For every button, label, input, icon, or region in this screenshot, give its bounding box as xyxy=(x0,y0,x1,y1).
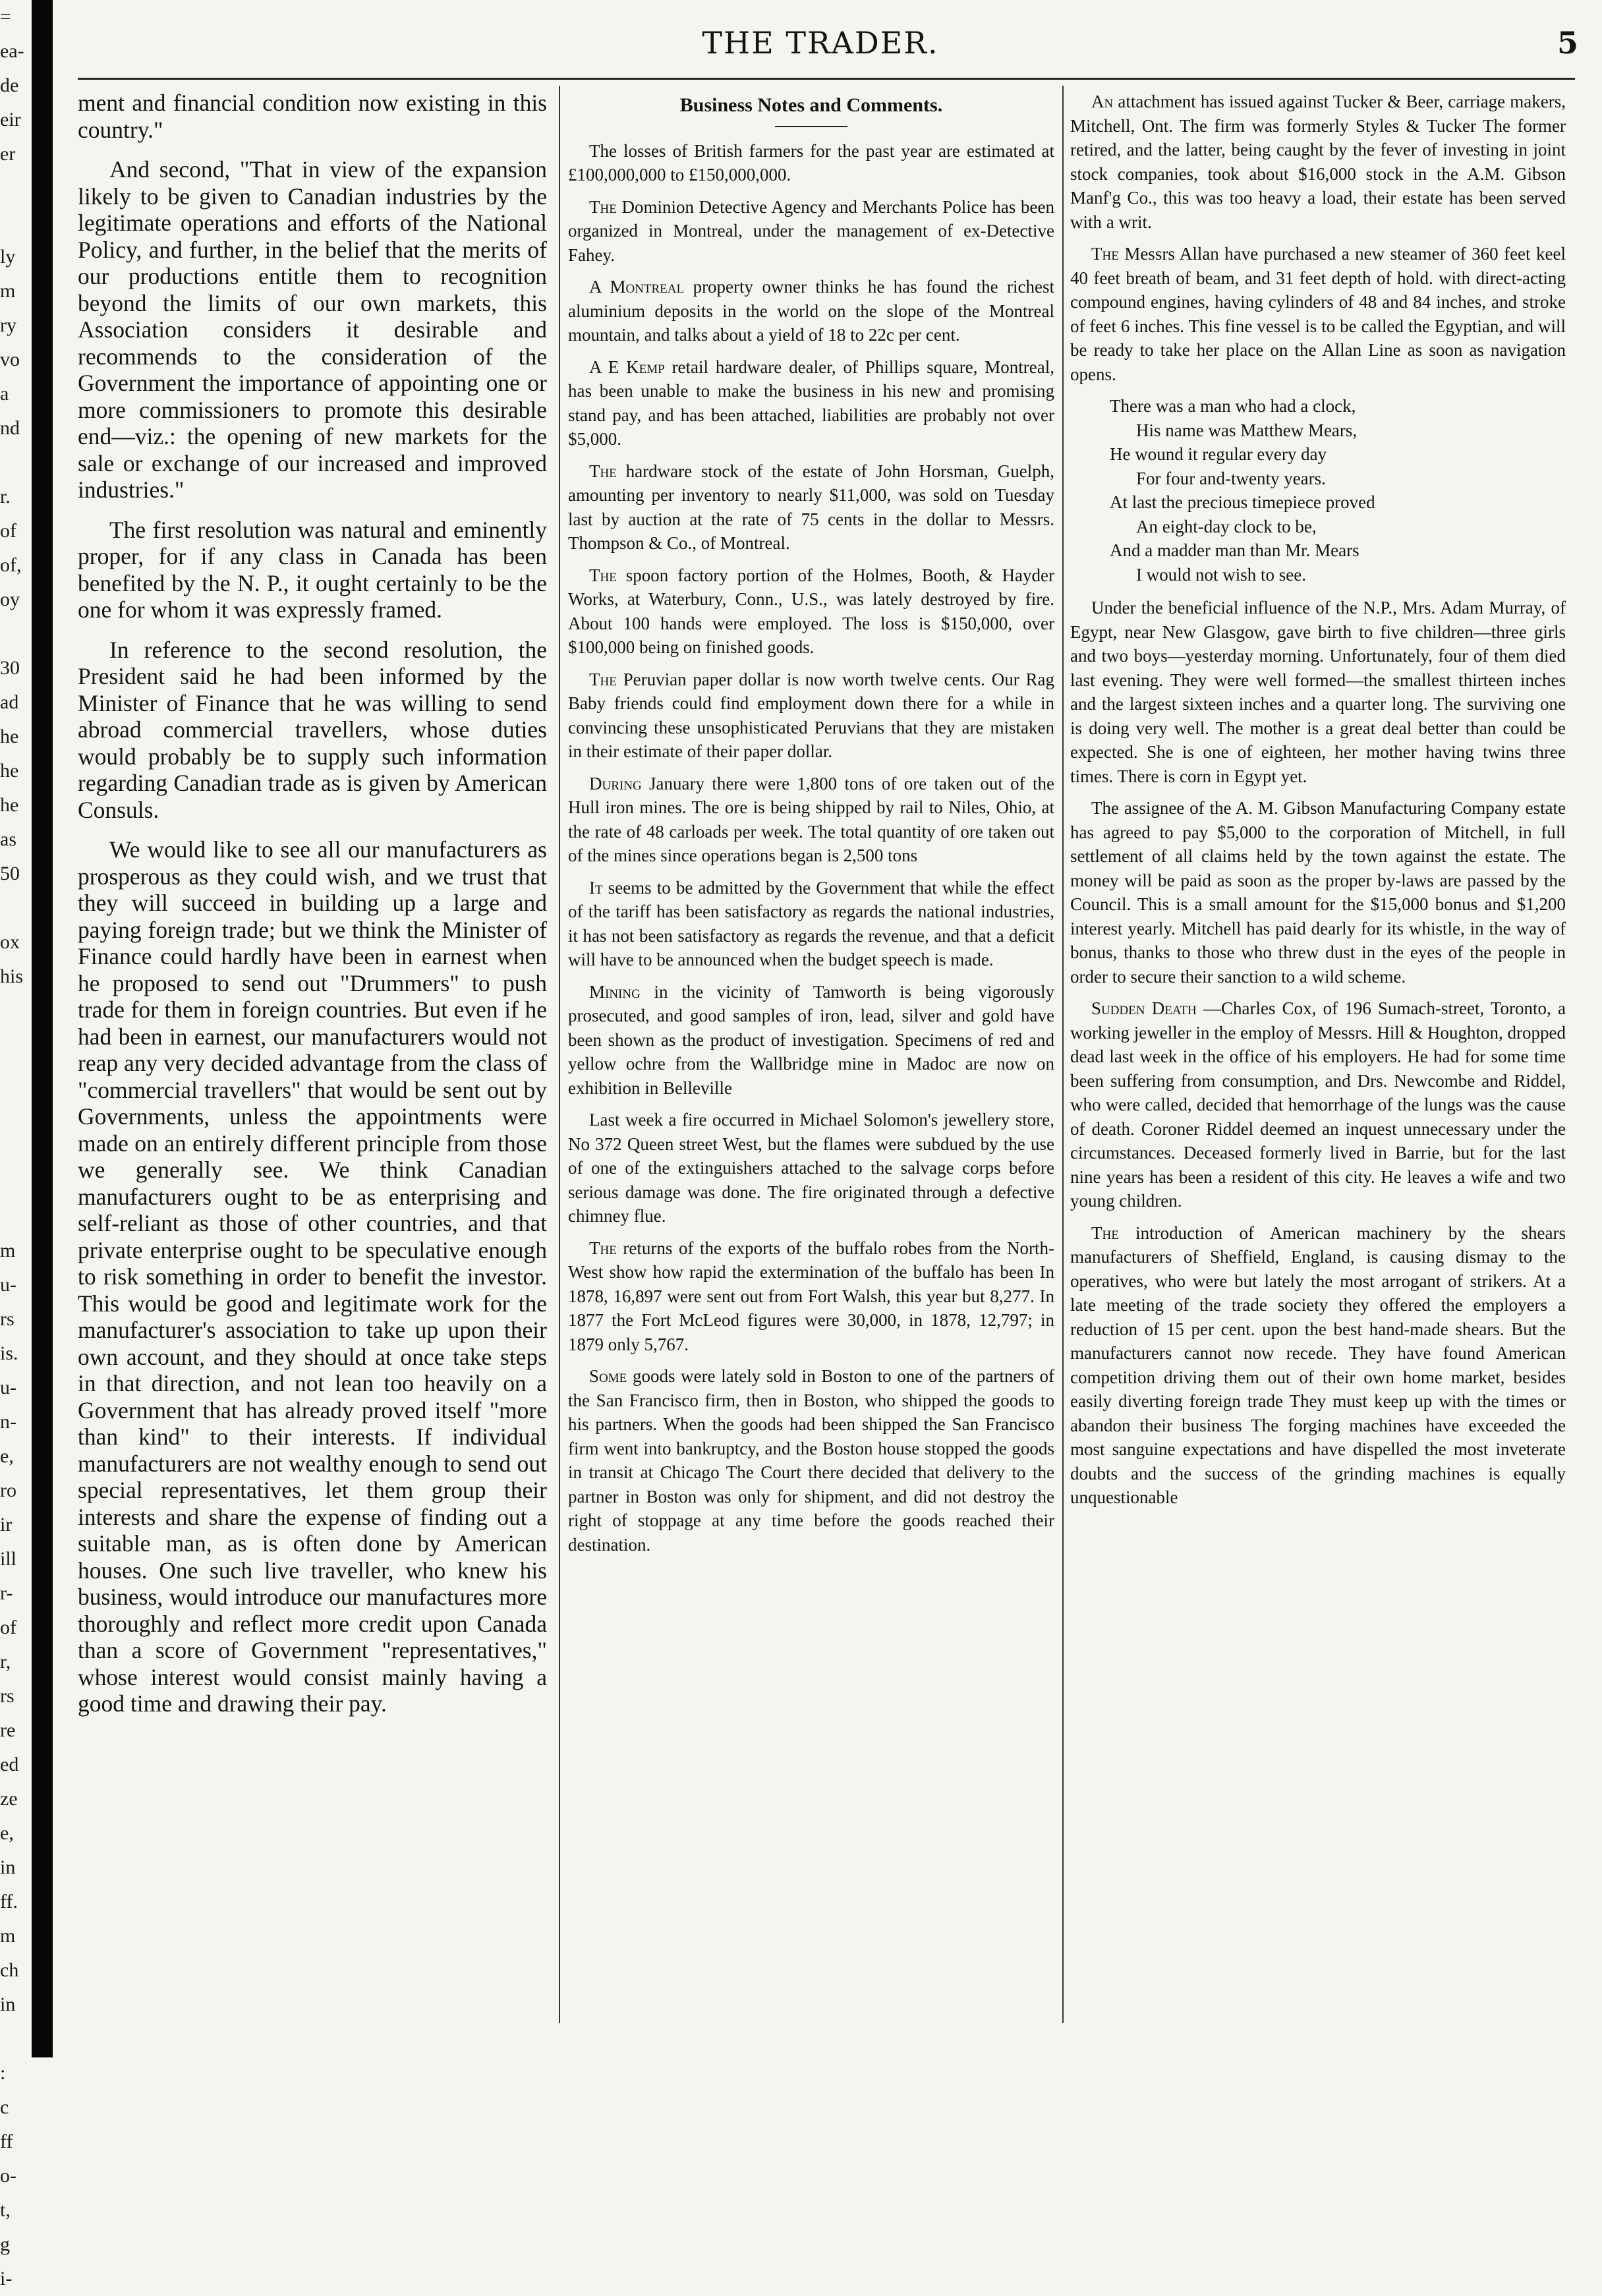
gutter-fragment xyxy=(0,445,30,480)
news-item xyxy=(1070,596,1566,788)
newspaper-title: THE TRADER. xyxy=(702,25,939,61)
news-item xyxy=(568,195,1054,268)
news-item xyxy=(1070,796,1566,989)
news-item-text: spoon factory portion of the Holmes, Booth, & Hayder Works, at Waterbury, Conn., U.S., was lately destroyed by fire. About 100 hands were employed. The loss is $150,000, over $100,000 being on finished goods. xyxy=(568,565,1054,657)
gutter-fragment: ed xyxy=(0,1754,19,1775)
poem-line: And a madder man than Mr. Mears xyxy=(1110,540,1359,560)
gutter-fragment: oy xyxy=(0,588,20,610)
gutter-fragment: : xyxy=(0,2062,6,2084)
gutter-fragment: rs xyxy=(0,1685,14,1707)
gutter-fragment: m xyxy=(0,1240,16,1261)
gutter-fragment: t, xyxy=(0,2199,11,2221)
gutter-fragment xyxy=(0,1131,30,1165)
gutter-fragment: = xyxy=(0,6,11,28)
gutter-fragment: ad xyxy=(0,691,19,713)
poem-line: At last the precious timepiece proved xyxy=(1110,492,1375,512)
gutter-fragment: ff. xyxy=(0,1891,18,1912)
news-item-text: seems to be admitted by the Government that while the effect of the tariff has been satisfactory as regards the national industries, it has not been satisfactory as regards the revenue, and that a deficit will have to be announced when the budget speech is made. xyxy=(568,877,1054,969)
news-item-text: —Charles Cox, of 196 Sumach-street, Toronto, a working jeweller in the employ of Messrs. Hill & Houghton, dropped dead last week in the office of his employers. He had for some time been suffering from consumption, and Drs. Newcombe and Riddel, who were called, decided that hemorrhage of the lungs was the cause of death. Coroner Riddel deemed an inquest unnecessary under the circumstances. Deceased formerly lived in Barrie, but for the last nine years has been a resident of this city. He leaves a wife and two young children. xyxy=(1070,998,1566,1211)
news-item-text: returns of the exports of the buffalo robes from the North-West show how rapid the extermination of the buffalo has been In 1878, 16,897 were sent out from Fort Walsh, this year but 8,277. In 1877 the Fort McLeod figures were 30,000, in 1878, 12,797; in 1879 only 5,767. xyxy=(568,1238,1054,1354)
gutter-fragment xyxy=(0,1097,30,1131)
gutter-fragment: m xyxy=(0,280,16,302)
gutter-fragment: ir xyxy=(0,1514,13,1535)
column-editorial xyxy=(78,90,547,1731)
news-item-text: Peruvian paper dollar is now worth twelve cents. Our Rag Baby friends could find employment down there for a while in convincing these unsophisticated Peruvians that they are mistaken in their estimate of their paper dollar. xyxy=(568,669,1054,761)
poem-line: There was a man who had a clock, xyxy=(1110,396,1356,416)
news-item xyxy=(568,980,1054,1101)
gutter-fragment xyxy=(0,1062,30,1097)
news-item xyxy=(568,668,1054,764)
gutter-fragment: ry xyxy=(0,314,16,336)
news-item-lead: Mining xyxy=(589,981,641,1002)
news-item xyxy=(568,876,1054,972)
poem-line: I would not wish to see. xyxy=(1136,564,1306,585)
news-item xyxy=(1070,1221,1566,1510)
gutter-fragment: u- xyxy=(0,1274,16,1296)
paragraph: In reference to the second resolution, the President said he had been informed by the Minister of Finance that he was willing to send abroad commercial travellers, whose duties would probably be to supply such information regarding Canadian trade as is given by American Consuls. xyxy=(78,636,547,823)
gutter-fragment: e, xyxy=(0,1445,14,1467)
news-item xyxy=(568,1108,1054,1228)
news-item xyxy=(568,355,1054,451)
column-divider-2 xyxy=(1062,86,1064,2023)
gutter-fragment: i- xyxy=(0,2268,13,2289)
news-item-text: property owner thinks he has found the richest aluminium deposits in the world on the slope of the Montreal mountain, and talks about a yield of 18 to 22c per cent. xyxy=(568,277,1055,345)
gutter-fragment: eir xyxy=(0,109,21,130)
gutter-fragment: r- xyxy=(0,1582,13,1604)
news-item-lead: During xyxy=(589,773,642,793)
news-item-lead: The xyxy=(589,565,617,585)
news-item-lead: It xyxy=(589,877,603,898)
heading-rule xyxy=(775,126,847,127)
poem-line: An eight-day clock to be, xyxy=(1136,516,1317,536)
gutter-fragment xyxy=(0,1199,30,1234)
gutter-fragment: is. xyxy=(0,1342,18,1364)
gutter-fragment: as xyxy=(0,828,16,850)
business-notes-list xyxy=(568,139,1054,1557)
gutter-fragment: u- xyxy=(0,1377,16,1398)
paragraph: And second, "That in view of the expansion likely to be given to Canadian industries by the legitimate operations and efforts of the National Policy, and further, in the belief that the merits of our productions entitle them to recognition beyond the limits of our own markets, this Association considers it desirable and recommends to the consideration of the Government the importance of appointing one or more commissioners to promote this desirable end—viz.: the opening of new markets for the sale or exchange of our increased and improved industries." xyxy=(78,156,547,503)
gutter-fragment: ox xyxy=(0,931,20,953)
news-item-text: in the vicinity of Tamworth is being vigorously prosecuted, and good samples of iron, lead, silver and gold have been shown as the product of investigation. Specimens of red and yellow ochre from the Wallbridge mine in Madoc are now on exhibition in Belleville xyxy=(568,981,1054,1098)
news-item xyxy=(568,772,1054,868)
gutter-fragment: vo xyxy=(0,349,20,370)
gutter-fragment: o- xyxy=(0,2165,16,2187)
page-binding-edge xyxy=(32,0,53,2057)
poem-line: His name was Matthew Mears, xyxy=(1136,420,1358,440)
news-item-text: attachment has issued against Tucker & Beer, carriage makers, Mitchell, Ont. The firm was formerly Styles & Tucker The former retired, and the latter, being caught by the fever of investing in joint stock companies, took about $16,000 stock in the A.M. Gibson Manf'g Co., this was too heavy a load, their estate has been served with a writ. xyxy=(1070,92,1566,232)
gutter-fragment xyxy=(0,171,30,206)
gutter-fragment: c xyxy=(0,2096,9,2118)
gutter-fragment: of, xyxy=(0,554,22,576)
news-item-lead: The xyxy=(1091,1222,1119,1243)
news-item-lead: The xyxy=(589,669,617,689)
news-item-text: The losses of British farmers for the past year are estimated at £100,000,000 to £150,000,000. xyxy=(568,140,1054,185)
gutter-fragment: r, xyxy=(0,1651,11,1673)
gutter-fragment: ff xyxy=(0,2131,13,2152)
news-item-lead: A Montreal xyxy=(589,277,685,297)
news-item xyxy=(568,275,1054,347)
notes-list-bottom xyxy=(1070,596,1566,1510)
page-header xyxy=(63,25,1578,65)
poem-line: He wound it regular every day xyxy=(1110,444,1327,464)
gutter-fragment: in xyxy=(0,1994,16,2015)
news-item xyxy=(1070,90,1566,234)
gutter-fragment: his xyxy=(0,965,24,987)
news-item-lead: Some xyxy=(589,1366,627,1386)
gutter-fragment: m xyxy=(0,1925,16,1947)
news-item-text: introduction of American machinery by the shears manufacturers of Sheffield, England, is causing dismay to the operatives, who were but lately the most arrogant of strikers. At a late meeting of the trade society they offered the employers a reduction of 15 per cent. upon the best hand-made shears. But the manufacturers cannot now recede. They have found American competition driving them out of their own home market, besides easily diverting foreign trade They must keep up with the times or abandon their business The forging machines have exceeded the most sanguine expectations and have dispelled the most inveterate doubts and the success of the grinding machines is equally unquestionable xyxy=(1070,1222,1566,1507)
news-item xyxy=(568,1364,1054,1557)
gutter-fragment: ro xyxy=(0,1479,16,1501)
paragraph: The first resolution was natural and eminently proper, for if any class in Canada has been benefited by the N. P., it ought certainly to be the one for whom it was expressly framed. xyxy=(78,516,547,623)
notes-list-top xyxy=(1070,90,1566,386)
column-business-notes xyxy=(568,90,1054,1564)
poem xyxy=(1110,394,1566,587)
gutter-fragment: a xyxy=(0,383,9,405)
news-item-lead: An xyxy=(1091,92,1114,111)
gutter-fragment: ly xyxy=(0,246,16,268)
news-item-lead: The xyxy=(1091,244,1119,264)
gutter-fragment: 50 xyxy=(0,863,20,884)
gutter-fragment: he xyxy=(0,794,19,816)
news-item-text: Messrs Allan have purchased a new steamer of 360 feet keel 40 feet breath of beam, and 31 feet depth of hold. with direct-acting compound engines, having cylinders of 48 and 84 inches, and stroke of feet 6 inches. This fine vessel is to be called the Egyptian, and will be ready to take her place on the Allan Line as soon as navigation opens. xyxy=(1070,244,1566,384)
news-item xyxy=(568,139,1054,187)
gutter-fragment: in xyxy=(0,1856,16,1878)
news-item-text: hardware stock of the estate of John Horsman, Guelph, amounting per inventory to nearly $11,000, was sold on Tuesday last by auction at the rate of 75 cents in the dollar to Messrs. Thompson & Co., of Montreal. xyxy=(568,461,1054,553)
gutter-fragment xyxy=(0,617,30,651)
gutter-fragment: ea- xyxy=(0,40,24,62)
news-item xyxy=(568,1236,1054,1357)
paragraph: We would like to see all our manufacturers as prosperous as they could wish, and we trust that they will succeed in building up a large and paying foreign trade; but we think the Minister of Finance could hardly have been in earnest when he proposed to send out "Drummers" to push trade for them in foreign countries. But even if he had been in earnest, our manufacturers would not reap any very decided advantage from the class of "commercial travellers" that would be sent out by Governments, unless the appointments were made on an entirely different principle from those we generally see. We think Canadian manufacturers ought to be as enterprising and self-reliant as those of other countries, and that private enterprise ought to be speculative enough to risk something in order to benefit the investor. This would be good and legitimate work for the manufacturer's association to take up upon their own account, and they should at once take steps in that direction, and not lean too heavily on a Government that has already proved itself "more than kind" to their interests. If individual manufacturers are not wealthy enough to send out special representatives, let them group their interests and share the expense of finding out a suitable man, as is often done by American houses. One such live traveller, who knew his business, would introduce our manufactures more thoroughly and reflect more credit upon Canada than a score of Government "representatives," whose interest would consist mainly having a good time and drawing their pay. xyxy=(78,836,547,1717)
news-item-lead: Sudden Death xyxy=(1091,998,1197,1018)
gutter-fragment: ze xyxy=(0,1788,18,1810)
gutter-fragment: ch xyxy=(0,1959,19,1981)
gutter-fragment xyxy=(0,2022,30,2056)
gutter-fragment: e, xyxy=(0,1822,14,1844)
gutter-fragment: nd xyxy=(0,417,20,439)
news-item xyxy=(1070,242,1566,386)
gutter-fragment: 30 xyxy=(0,657,20,679)
gutter-fragment: of xyxy=(0,520,16,542)
gutter-fragment: rs xyxy=(0,1308,14,1330)
gutter-text-fragments xyxy=(0,0,30,2289)
gutter-fragment: re xyxy=(0,1719,16,1741)
gutter-fragment: de xyxy=(0,74,19,96)
gutter-fragment: of xyxy=(0,1617,16,1638)
news-item xyxy=(568,459,1054,556)
news-item-text: Last week a fire occurred in Michael Solomon's jewellery store, No 372 Queen street West, but the flames were subdued by the use of one of the extinguishers attached to the salvage corps before serious damage was done. The fire originated through a defective chimney flue. xyxy=(568,1110,1054,1226)
news-item-text: Dominion Detective Agency and Merchants Police has been organized in Montreal, under the management of ex-Detective Fahey. xyxy=(568,196,1054,265)
gutter-fragment: r. xyxy=(0,486,11,507)
gutter-fragment xyxy=(0,1165,30,1199)
news-item-text: retail hardware dealer, of Phillips square, Montreal, has been unable to make the business in his new and promising stand pay, and has been attached, liabilities are probably not over $5,000. xyxy=(568,357,1054,449)
section-heading: Business Notes and Comments. xyxy=(679,94,943,116)
news-item-lead: A E Kemp xyxy=(589,357,665,377)
page-number: 5 xyxy=(1557,25,1578,61)
news-item-text: Under the beneficial influence of the N.P., Mrs. Adam Murray, of Egypt, near New Glasgow, gave birth to five children—three girls and two boys—yesterday morning. Unfortunately, four of them died last evening. They were well formed—the smallest thirteen inches and the largest sixteen inches and a quarter long. The surviving one is doing very well. The mother is a great deal better than could be expected. She is one of eighteen, her mother having twins three times. There is corn in Egypt yet. xyxy=(1070,598,1566,786)
gutter-fragment: he xyxy=(0,726,19,747)
news-item xyxy=(1070,996,1566,1213)
news-item-text: goods were lately sold in Boston to one of the partners of the San Francisco firm, then in Boston, who shipped the goods to his partners. When the goods had been shipped the San Francisco firm went into bankruptcy, and the Boston house stopped the goods in transit at Chicago The Court there decided that delivery to the partner in Boston was only for shipment, and did not destroy the right of stoppage at any time before the goods reached their destination. xyxy=(568,1366,1054,1555)
gutter-fragment xyxy=(0,891,30,925)
column-divider-1 xyxy=(559,86,560,2023)
news-item xyxy=(568,563,1054,660)
news-item-text: The assignee of the A. M. Gibson Manufacturing Company estate has agreed to pay $5,000 to the corporation of Mitchell, in full settlement of all claims held by the town against the estate. The money will be paid as soon as the proper by-laws are passed by the Council. This is a small amount for the $15,000 bonus and $1,200 interest yearly. Mitchell has paid dearly for its whistle, in the way of bonus, thanks to those who threw dust in the eyes of the people in order to secure their sanction to a wild scheme. xyxy=(1070,798,1566,987)
gutter-fragment xyxy=(0,994,30,1028)
column-notes-continued xyxy=(1070,90,1566,1518)
gutter-fragment: ill xyxy=(0,1548,17,1570)
paragraph: ment and financial condition now existing in this country." xyxy=(78,90,547,143)
gutter-fragment: er xyxy=(0,143,16,165)
header-rule xyxy=(78,78,1575,80)
news-item-lead: The xyxy=(589,1238,617,1258)
news-item-lead: The xyxy=(589,461,617,481)
news-item-lead: The xyxy=(589,196,617,217)
poem-line: For four and-twenty years. xyxy=(1136,468,1326,488)
news-item-text: January there were 1,800 tons of ore taken out of the Hull iron mines. The ore is being shipped by rail to Niles, Ohio, at the rate of 48 carloads per week. The total quantity of ore taken out of the mines since operations began is 2,500 tons xyxy=(568,773,1054,865)
gutter-fragment: n- xyxy=(0,1411,16,1433)
gutter-fragment: he xyxy=(0,760,19,782)
gutter-fragment xyxy=(0,1028,30,1062)
gutter-fragment xyxy=(0,206,30,240)
gutter-fragment: g xyxy=(0,2233,10,2255)
